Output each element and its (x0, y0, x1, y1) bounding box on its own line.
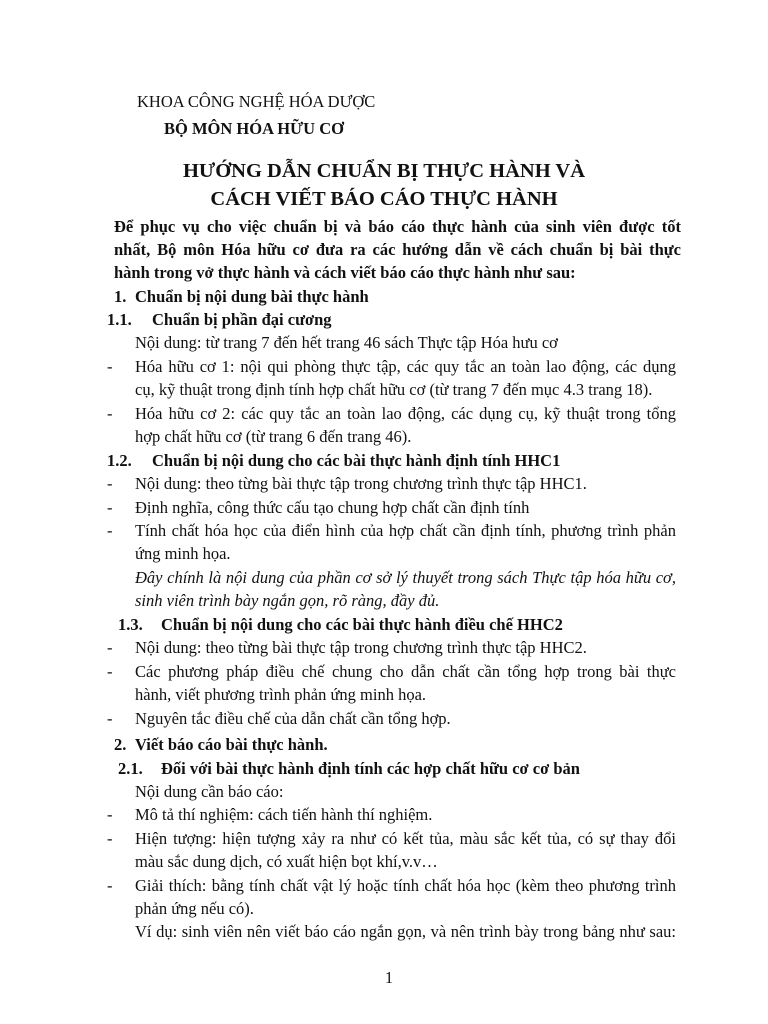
section-1-1-intro: Nội dung: từ trang 7 đến hết trang 46 sách Thực tập Hóa hưu cơ (135, 333, 558, 352)
section-2-title: Viết báo cáo bài thực hành. (135, 735, 328, 754)
bullet-dash: - (107, 709, 113, 728)
section-1-1-number: 1.1. (107, 310, 132, 329)
section-2-1-number: 2.1. (118, 759, 143, 778)
section-1-1-bullet-2-line-1: Hóa hữu cơ 2: các quy tắc an toàn lao động, các dụng cụ, kỹ thuật trong tổng (135, 404, 676, 423)
section-1-title: Chuẩn bị nội dung bài thực hành (135, 287, 369, 306)
bullet-dash: - (107, 805, 113, 824)
section-1-3-bullet-2-line-2: hành, viết phương trình phản ứng minh họa. (135, 685, 427, 704)
section-1-2-number: 1.2. (107, 451, 132, 470)
section-2-1-example: Ví dụ: sinh viên nên viết báo cáo ngắn gọn, và nên trình bày trong bảng như sau: (135, 922, 676, 941)
bullet-dash: - (107, 498, 113, 517)
document-title-line-1: HƯỚNG DẪN CHUẨN BỊ THỰC HÀNH VÀ (182, 160, 586, 182)
section-1-3-bullet-3: Nguyên tắc điều chế của dẫn chất cần tổng hợp. (135, 709, 451, 728)
section-1-3-number: 1.3. (118, 615, 143, 634)
intro-line-2: nhất, Bộ môn Hóa hữu cơ đưa ra các hướng dẫn về cách chuẩn bị bài thực (114, 240, 681, 259)
section-1-1-title: Chuẩn bị phần đại cương (152, 310, 332, 329)
page-number: 1 (384, 968, 394, 987)
intro-line-3: hành trong vở thực hành và cách viết báo cáo thực hành như sau: (114, 263, 576, 282)
faculty-name: KHOA CÔNG NGHỆ HÓA DƯỢC (137, 92, 376, 111)
section-1-2-bullet-3-line-1: Tính chất hóa học của điển hình của hợp chất cần định tính, phương trình phản (135, 521, 676, 540)
bullet-dash: - (107, 638, 113, 657)
section-2-number: 2. (114, 735, 127, 754)
section-1-1-bullet-1-line-1: Hóa hữu cơ 1: nội qui phòng thực tập, các quy tắc an toàn lao động, các dụng (135, 357, 676, 376)
intro-line-1: Để phục vụ cho việc chuẩn bị và báo cáo thực hành của sinh viên được tốt (114, 217, 681, 236)
department-name: BỘ MÔN HÓA HỮU CƠ (164, 119, 344, 138)
bullet-dash: - (107, 662, 113, 681)
section-1-3-title: Chuẩn bị nội dung cho các bài thực hành điều chế HHC2 (161, 615, 563, 634)
section-2-1-bullet-3-line-2: phản ứng nếu có). (135, 899, 254, 918)
section-1-2-note-line-1: Đây chính là nội dung của phần cơ sở lý thuyết trong sách Thực tập hóa hữu cơ, (135, 568, 676, 587)
bullet-dash: - (107, 357, 113, 376)
section-1-1-bullet-1-line-2: cụ, kỹ thuật trong định tính hợp chất hữu cơ (từ trang 7 đến mục 4.3 trang 18). (135, 380, 653, 399)
bullet-dash: - (107, 404, 113, 423)
document-title-line-2: CÁCH VIẾT BÁO CÁO THỰC HÀNH (210, 188, 558, 210)
bullet-dash: - (107, 521, 113, 540)
bullet-dash: - (107, 829, 113, 848)
section-1-3-bullet-2-line-1: Các phương pháp điều chế chung cho dẫn chất cần tổng hợp trong bài thực (135, 662, 676, 681)
section-2-1-bullet-3-line-1: Giải thích: bằng tính chất vật lý hoặc tính chất hóa học (kèm theo phương trình (135, 876, 676, 895)
section-1-3-bullet-1: Nội dung: theo từng bài thực tập trong chương trình thực tập HHC2. (135, 638, 587, 657)
section-1-2-title: Chuẩn bị nội dung cho các bài thực hành định tính HHC1 (152, 451, 561, 470)
section-2-1-bullet-2-line-2: màu sắc dung dịch, có xuất hiện bọt khí,v.v… (135, 852, 438, 871)
bullet-dash: - (107, 876, 113, 895)
section-1-1-bullet-2-line-2: hợp chất hữu cơ (từ trang 6 đến trang 46). (135, 427, 412, 446)
section-1-2-bullet-2: Định nghĩa, công thức cấu tạo chung hợp chất cần định tính (135, 498, 530, 517)
section-2-1-intro: Nội dung cần báo cáo: (135, 782, 284, 801)
section-2-1-bullet-2-line-1: Hiện tượng: hiện tượng xảy ra như có kết tủa, màu sắc kết tủa, có sự thay đổi (135, 829, 676, 848)
section-1-2-note-line-2: sinh viên trình bày ngắn gọn, rõ ràng, đầy đủ. (135, 591, 440, 610)
section-2-1-title: Đối với bài thực hành định tính các hợp chất hữu cơ cơ bản (161, 759, 580, 778)
section-2-1-bullet-1: Mô tả thí nghiệm: cách tiến hành thí nghiệm. (135, 805, 433, 824)
bullet-dash: - (107, 474, 113, 493)
section-1-2-bullet-1: Nội dung: theo từng bài thực tập trong chương trình thực tập HHC1. (135, 474, 587, 493)
section-1-number: 1. (114, 287, 127, 306)
section-1-2-bullet-3-line-2: ứng minh họa. (135, 544, 231, 563)
